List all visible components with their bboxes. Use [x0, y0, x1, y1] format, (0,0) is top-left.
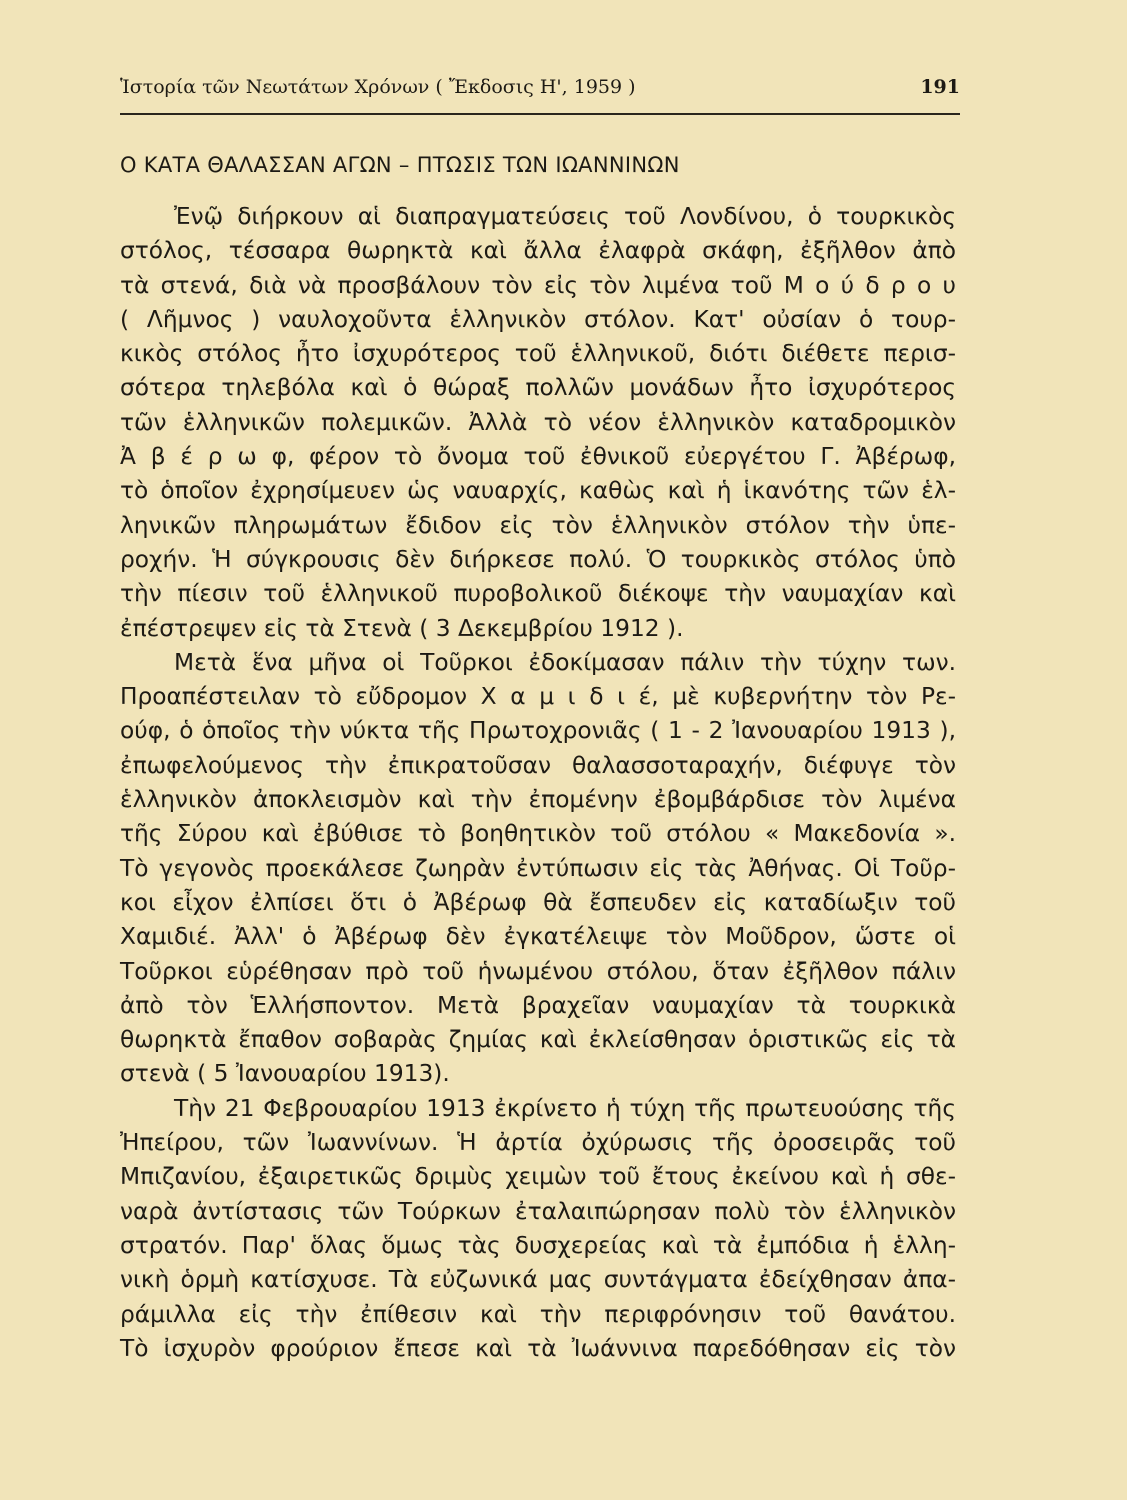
text-line: ούφ, ὁ ὁποῖος τὴν νύκτα τῆς Πρωτοχρονιᾶς ( 1 - 2 Ἰανουαρίου 1913 ),: [120, 717, 956, 745]
text-line: ἐπωφελούμενος τὴν ἐπικρατοῦσαν θαλασσοταραχήν, διέφυγε τὸν: [120, 751, 956, 779]
text-line: Χαμιδιέ. Ἀλλ' ὁ Ἀβέρωφ δὲν ἐγκατέλειψε τὸν Μοῦδρον, ὥστε οἱ: [120, 923, 956, 951]
text-line: ροχήν. Ἡ σύγκρουσις δὲν διήρκεσε πολύ. Ὁ τουρκικὸς στόλος ὑπὸ: [120, 545, 956, 573]
text-line: ναρὰ ἀντίστασις τῶν Τούρκων ἐταλαιπώρησαν πολὺ τὸν ἑλληνικὸν: [120, 1197, 956, 1225]
text-line: νικὴ ὁρμὴ κατίσχυσε. Τὰ εὐζωνικά μας συντάγματα ἐδείχθησαν ἀπα-: [120, 1266, 956, 1294]
chapter-title: Ο ΚΑΤΑ ΘΑΛΑΣΣΑΝ ΑΓΩΝ – ΠΤΩΣΙΣ ΤΩΝ ΙΩΑΝΝΙΝΩΝ: [120, 153, 680, 177]
text-line: τῆς Σύρου καὶ ἐβύθισε τὸ βοηθητικὸν τοῦ στόλου « Μακεδονία ».: [120, 820, 956, 848]
text-line: Μπιζανίου, ἐξαιρετικῶς δριμὺς χειμὼν τοῦ ἔτους ἐκείνου καὶ ἡ σθε-: [120, 1163, 956, 1191]
text-line: ράμιλλα εἰς τὴν ἐπίθεσιν καὶ τὴν περιφρόνησιν τοῦ θανάτου.: [120, 1300, 956, 1328]
text-line: Ἠπείρου, τῶν Ἰωαννίνων. Ἡ ἀρτία ὀχύρωσις τῆς ὀροσειρᾶς τοῦ: [120, 1129, 956, 1157]
text-line: στόλος, τέσσαρα θωρηκτὰ καὶ ἄλλα ἐλαφρὰ σκάφη, ἐξῆλθον ἀπὸ: [120, 237, 956, 265]
book-title: Ἱστορία τῶν Νεωτάτων Χρόνων ( Ἔκδοσις Η', 1959 ): [120, 76, 636, 98]
text-line: τῶν ἑλληνικῶν πολεμικῶν. Ἀλλὰ τὸ νέον ἑλληνικὸν καταδρομικὸν: [120, 408, 956, 436]
text-line: στρατόν. Παρ' ὅλας ὅμως τὰς δυσχερείας καὶ τὰ ἐμπόδια ἡ ἑλλη-: [120, 1231, 956, 1259]
text-line: ἀπὸ τὸν Ἑλλήσποντον. Μετὰ βραχεῖαν ναυμαχίαν τὰ τουρκικὰ: [120, 991, 956, 1019]
text-line: Μετὰ ἕνα μῆνα οἱ Τοῦρκοι ἐδοκίμασαν πάλιν τὴν τύχην των.: [174, 648, 956, 676]
body-text: [120, 200, 956, 1366]
text-line: Τὴν 21 Φεβρουαρίου 1913 ἐκρίνετο ἡ τύχη τῆς πρωτευούσης τῆς: [174, 1094, 956, 1122]
text-line: Ἀ β έ ρ ω φ, φέρον τὸ ὄνομα τοῦ ἐθνικοῦ εὐεργέτου Γ. Ἀβέρωφ,: [120, 443, 956, 471]
page-number: 191: [920, 76, 960, 98]
text-line: τὰ στενά, διὰ νὰ προσβάλουν τὸν εἰς τὸν λιμένα τοῦ Μ ο ύ δ ρ ο υ: [120, 271, 956, 299]
text-line: ἐπέστρεψεν εἰς τὰ Στενὰ ( 3 Δεκεμβρίου 1912 ).: [120, 614, 684, 642]
text-line: Τὸ ἰσχυρὸν φρούριον ἔπεσε καὶ τὰ Ἰωάννινα παρεδόθησαν εἰς τὸν: [120, 1334, 956, 1362]
text-line: ληνικῶν πληρωμάτων ἔδιδον εἰς τὸν ἑλληνικὸν στόλον τὴν ὑπε-: [120, 511, 956, 539]
text-line: στενὰ ( 5 Ἰανουαρίου 1913).: [120, 1060, 450, 1088]
text-line: Τὸ γεγονὸς προεκάλεσε ζωηρὰν ἐντύπωσιν εἰς τὰς Ἀθήνας. Οἱ Τοῦρ-: [120, 854, 956, 882]
text-line: κικὸς στόλος ἦτο ἰσχυρότερος τοῦ ἑλληνικοῦ, διότι διέθετε περισ-: [120, 340, 956, 368]
text-line: ἑλληνικὸν ἀποκλεισμὸν καὶ τὴν ἐπομένην ἐβομβάρδισε τὸν λιμένα: [120, 786, 956, 814]
text-line: τὴν πίεσιν τοῦ ἑλληνικοῦ πυροβολικοῦ διέκοψε τὴν ναυμαχίαν καὶ: [120, 580, 956, 608]
text-line: Τοῦρκοι εὑρέθησαν πρὸ τοῦ ἡνωμένου στόλου, ὅταν ἐξῆλθον πάλιν: [120, 957, 956, 985]
text-line: κοι εἶχον ἐλπίσει ὅτι ὁ Ἀβέρωφ θὰ ἔσπευδεν εἰς καταδίωξιν τοῦ: [120, 888, 956, 916]
text-line: ( Λῆμνος ) ναυλοχοῦντα ἑλληνικὸν στόλον. Κατ' οὐσίαν ὁ τουρ-: [120, 305, 956, 333]
text-line: θωρηκτὰ ἔπαθον σοβαρὰς ζημίας καὶ ἐκλείσθησαν ὁριστικῶς εἰς τὰ: [120, 1026, 956, 1054]
text-line: σότερα τηλεβόλα καὶ ὁ θώραξ πολλῶν μονάδων ἦτο ἰσχυρότερος: [120, 374, 956, 402]
running-head: [120, 76, 960, 106]
text-line: τὸ ὁποῖον ἐχρησίμευεν ὡς ναυαρχίς, καθὼς καὶ ἡ ἱκανότης τῶν ἑλ-: [120, 477, 956, 505]
text-line: Ἐνῷ διήρκουν αἱ διαπραγματεύσεις τοῦ Λονδίνου, ὁ τουρκικὸς: [174, 203, 956, 230]
header-rule: [120, 113, 960, 115]
text-line: Προαπέστειλαν τὸ εὔδρομον Χ α μ ι δ ι έ, μὲ κυβερνήτην τὸν Ρε-: [120, 683, 956, 711]
